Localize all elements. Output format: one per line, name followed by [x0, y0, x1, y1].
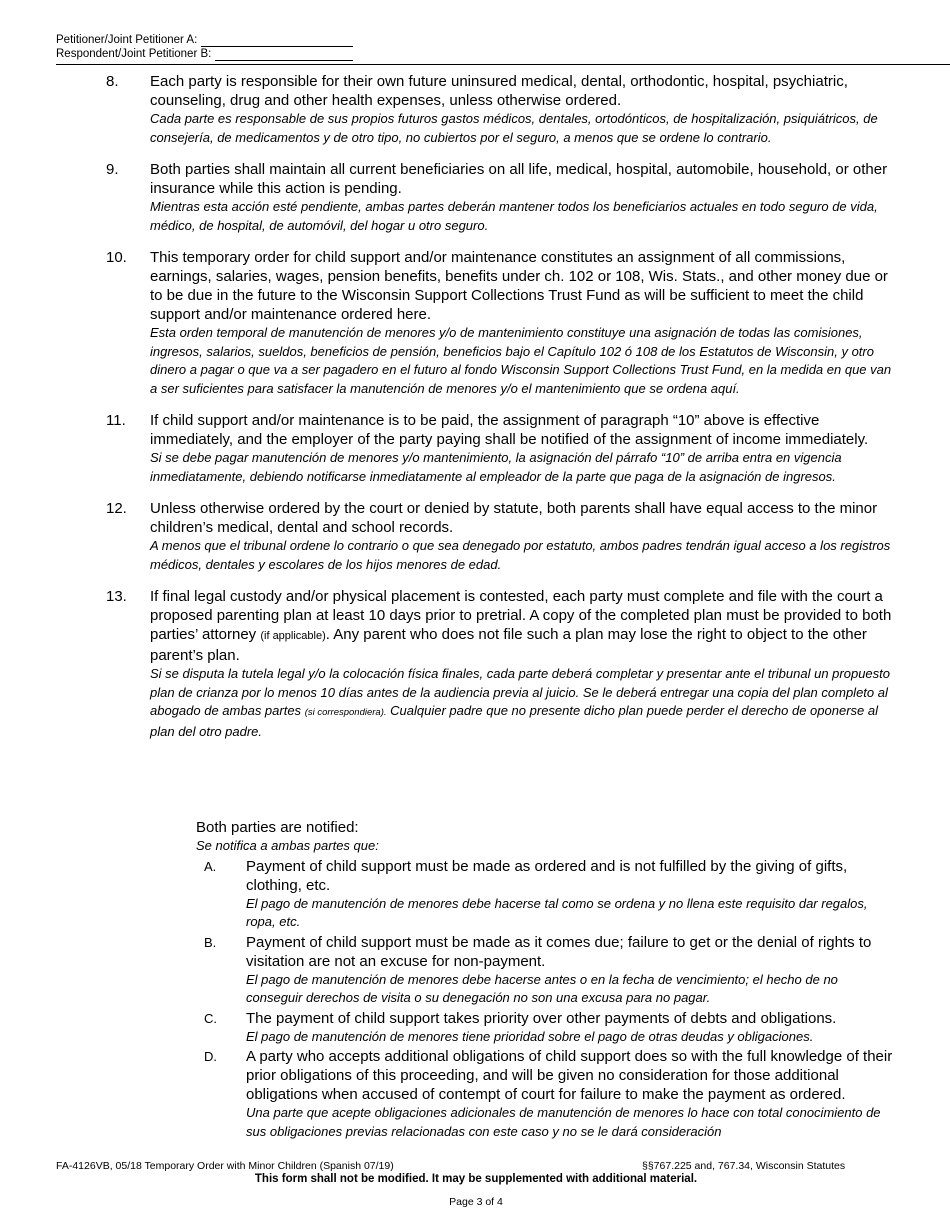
- petitioner-blank[interactable]: [201, 35, 353, 47]
- respondent-label: Respondent/Joint Petitioner B:: [56, 48, 212, 60]
- notification-section: [196, 818, 896, 1141]
- notice-letter: D.: [204, 1049, 217, 1064]
- notice-text-english: Payment of child support must be made as it comes due; failure to get or the denial of rights to visitation are not an excuse for non-payment.: [246, 933, 872, 970]
- notice-text-spanish: El pago de manutención de menores tiene prioridad sobre el pago de otras deudas y obligaciones.: [246, 1028, 814, 1044]
- provision-number: 13.: [106, 588, 127, 605]
- provision-text-spanish: Si se debe pagar manutención de menores y/o mantenimiento, la asignación del párrafo “10” de arriba entra en vigencia inmediatamente, debiendo notificarse inmediatamente al empleador de la parte que paga de la asignación de ingresos.: [150, 450, 842, 484]
- provision-text-spanish: Esta orden temporal de manutención de menores y/o de mantenimiento constituye una asignación de todas las comisiones, ingresos, salarios, sueldos, beneficios de pensión, beneficios bajo el Capítulo 102 ó 108 de los Estatutos de Wisconsin, y otro dinero a pagar o que va a ser pagadero en el futuro al fondo Wisconsin Support Collections Trust Fund, en la medida en que van a ser suficientes para satisfacer la manutención de menores y/o el mantenimiento que se ordena aquí.: [150, 325, 892, 396]
- provision-text-english: If child support and/or maintenance is to be paid, the assignment of paragraph “10” above is effective immediately, and the employer of the party paying shall be notified of the assignment of income immediately.: [150, 412, 869, 448]
- provision-text-english: [150, 587, 896, 665]
- notice-text-english: A party who accepts additional obligations of child support does so with the full knowledge of their prior obligations of this proceeding, and will be given no consideration for those additional obligations when accused of contempt of court for failure to make the payment as ordered.: [246, 1048, 893, 1103]
- petitioner-row: [56, 33, 353, 47]
- provision-number: 8.: [106, 73, 119, 90]
- petitioner-label: Petitioner/Joint Petitioner A:: [56, 34, 198, 46]
- notice-letter: C.: [204, 1010, 217, 1026]
- provision-text-english: This temporary order for child support and/or maintenance constitutes an assignment of all commissions, earnings, salaries, wages, pension benefits, benefits under ch. 102 or 108, Wis. Stats., and other money due or to be due in the future to the Wisconsin Support Collections Trust Fund as will be sufficient to meet the child support and/or maintenance ordered here.: [150, 249, 888, 323]
- notice-item-a: [196, 857, 896, 932]
- provision-text-english: Each party is responsible for their own future uninsured medical, dental, orthodontic, hospital, psychiatric, counseling, drug and other health expenses, unless otherwise ordered.: [150, 73, 848, 109]
- notice-text-english: Payment of child support must be made as ordered and is not fulfilled by the giving of gifts, clothing, etc.: [246, 857, 848, 894]
- provision-11: [106, 411, 896, 486]
- provision-number: 11.: [106, 412, 126, 429]
- header-divider: [56, 64, 950, 65]
- statute-reference: §§767.225 and, 767.34, Wisconsin Statutes: [642, 1160, 846, 1172]
- page-number: Page 3 of 4: [449, 1196, 503, 1208]
- provision-text-english: Both parties shall maintain all current beneficiaries on all life, medical, hospital, automobile, household, or other insurance while this action is pending.: [150, 161, 888, 197]
- notice-item-c: [196, 1009, 896, 1047]
- notice-text-spanish: Una parte que acepte obligaciones adicionales de manutención de menores lo hace con total conocimiento de sus obligaciones previas relacionadas con este caso y no se le dará consideración: [246, 1105, 881, 1139]
- form-header: [56, 33, 353, 61]
- provision-12: [106, 499, 896, 574]
- provision-text-spanish: A menos que el tribunal ordene lo contrario o que sea denegado por estatuto, ambos padres tendrán igual acceso a los registros médicos, dentales y escolares de los hijos menores de edad.: [150, 538, 891, 572]
- notice-letter: A.: [204, 858, 217, 874]
- notice-text-spanish: El pago de manutención de menores debe hacerse antes o en la fecha de vencimiento; el hecho de no conseguir derechos de visita o su denegación no son una excusa para no pagar.: [246, 971, 838, 1005]
- notice-letter: B.: [204, 934, 217, 950]
- notified-heading-spanish: Se notifica a ambas partes que:: [196, 838, 379, 853]
- notified-heading-english: Both parties are notified:: [196, 819, 359, 836]
- notice-text-spanish: El pago de manutención de menores debe hacerse tal como se ordena y no llena este requisito dar regalos, ropa, etc.: [246, 895, 868, 929]
- notice-item-d: [196, 1047, 896, 1141]
- provision-13-si-correspondiera: (si correspondiera).: [304, 707, 387, 718]
- numbered-provisions: [106, 72, 896, 754]
- notice-item-b: [196, 933, 896, 1008]
- provision-text-spanish: Cada parte es responsable de sus propios futuros gastos médicos, dentales, ortodónticos, de hospitalización, psiquiátricos, de consejería, de medicamentos y de otro tipo, no cubiertos por el seguro, a menos que se ordene lo contrario.: [150, 111, 878, 145]
- provision-13-text-a: If final legal custody and/or physical placement is contested, each party must complete and file with the court a proposed parenting plan at least 10 days prior to pretrial. A copy of the completed plan must be provided to both parties’ attorney: [150, 588, 892, 643]
- respondent-row: [56, 47, 353, 61]
- provision-text-spanish: [150, 665, 896, 741]
- provision-text-english: Unless otherwise ordered by the court or denied by statute, both parents shall have equal access to the minor children’s medical, dental and school records.: [150, 500, 878, 536]
- provision-8: [106, 72, 896, 147]
- provision-number: 10.: [106, 249, 127, 266]
- form-id: FA-4126VB, 05/18 Temporary Order with Minor Children (Spanish 07/19): [56, 1160, 394, 1172]
- provision-13-text-b: . Any parent who does not file such a plan may lose the right to object to the other parent’s plan.: [150, 626, 867, 664]
- respondent-blank[interactable]: [215, 49, 353, 61]
- provision-13-es-text-b: Cualquier padre que no presente dicho plan puede perder el derecho de oponerse al plan del otro padre.: [150, 703, 878, 739]
- provision-13-if-applicable: (if applicable): [260, 630, 326, 642]
- modification-notice: This form shall not be modified. It may be supplemented with additional material.: [254, 1173, 698, 1185]
- provision-13: [106, 587, 896, 741]
- provision-number: 9.: [106, 161, 119, 178]
- provision-10: [106, 248, 896, 398]
- provision-text-spanish: Mientras esta acción esté pendiente, ambas partes deberán mantener todos los beneficiarios actuales en todo seguro de vida, médico, de hospital, de automóvil, del hogar u otro seguro.: [150, 199, 878, 233]
- notice-text-english: The payment of child support takes priority over other payments of debts and obligations.: [246, 1009, 837, 1027]
- provision-13-es-text-a: Si se disputa la tutela legal y/o la colocación física finales, cada parte deberá completar y presentar ante el tribunal un propuesto plan de crianza por lo menos 10 días antes de la audiencia previa al juicio. Se le deberá entregar una copia del plan completo al abogado de ambas partes: [150, 666, 890, 718]
- provision-number: 12.: [106, 500, 127, 517]
- provision-9: [106, 160, 896, 235]
